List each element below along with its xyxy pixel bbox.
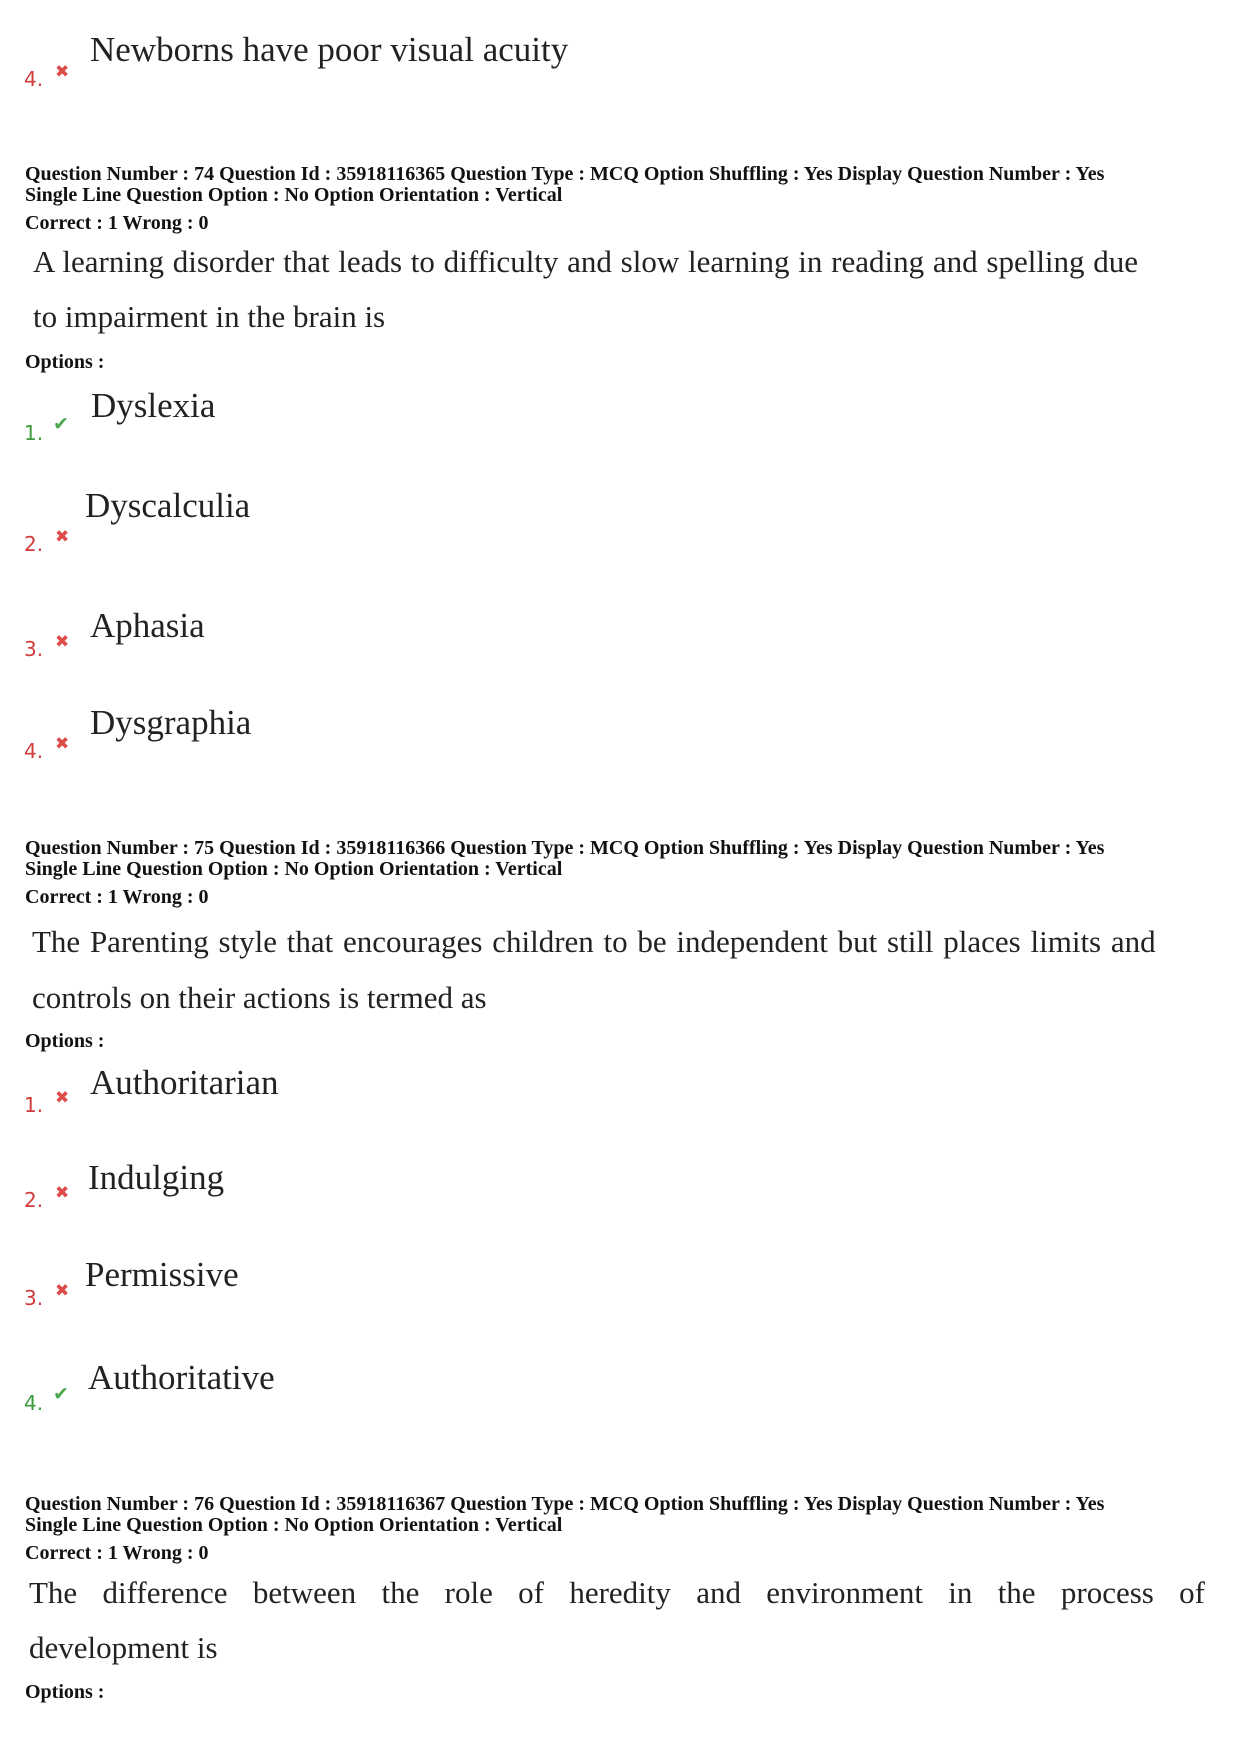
option-text: Dyslexia	[91, 386, 216, 425]
option-text: Permissive	[85, 1255, 239, 1294]
option-text: Dysgraphia	[90, 703, 252, 742]
option-text: Authoritarian	[90, 1063, 279, 1102]
question-text: The Parenting style that encourages children to be independent but still places limits and	[32, 924, 1156, 959]
options-label: Options :	[25, 1030, 105, 1052]
option-text: Authoritative	[88, 1358, 275, 1397]
question-text: A learning disorder that leads to difficulty and slow learning in reading and spelling due	[33, 244, 1139, 279]
question-text-cont: controls on their actions is termed as	[32, 980, 487, 1015]
question-meta-options: Single Line Question Option : No Option Orientation : Vertical	[25, 184, 563, 206]
question-marks: Correct : 1 Wrong : 0	[25, 1542, 209, 1564]
cross-icon: ✖	[55, 1183, 70, 1203]
question-meta: Question Number : 75 Question Id : 35918116366 Question Type : MCQ Option Shuffling : Yes Display Question Number : Yes	[25, 837, 1105, 859]
option-number: 4.	[24, 67, 44, 91]
option-text: Dyscalculia	[85, 486, 251, 525]
question-meta-options: Single Line Question Option : No Option Orientation : Vertical	[25, 858, 563, 880]
cross-icon: ✖	[55, 62, 70, 82]
option-number: 4.	[24, 739, 44, 763]
cross-icon: ✖	[55, 734, 70, 754]
check-icon: ✔	[53, 413, 69, 435]
option-number: 3.	[24, 637, 44, 661]
cross-icon: ✖	[55, 632, 70, 652]
option-number: 1.	[24, 421, 44, 445]
option-text: Newborns have poor visual acuity	[90, 30, 569, 69]
check-icon: ✔	[53, 1383, 69, 1405]
options-label: Options :	[25, 351, 105, 373]
question-text-cont: to impairment in the brain is	[33, 299, 386, 334]
options-label: Options :	[25, 1681, 105, 1703]
option-number: 2.	[24, 532, 44, 556]
option-number: 1.	[24, 1093, 44, 1117]
option-text: Aphasia	[90, 606, 205, 645]
option-number: 4.	[24, 1391, 44, 1415]
question-text-cont: development is	[29, 1630, 218, 1665]
cross-icon: ✖	[55, 527, 70, 547]
question-meta: Question Number : 74 Question Id : 35918116365 Question Type : MCQ Option Shuffling : Yes Display Question Number : Yes	[25, 163, 1105, 185]
cross-icon: ✖	[55, 1281, 70, 1301]
question-meta: Question Number : 76 Question Id : 35918116367 Question Type : MCQ Option Shuffling : Yes Display Question Number : Yes	[25, 1493, 1105, 1515]
question-marks: Correct : 1 Wrong : 0	[25, 886, 209, 908]
option-number: 3.	[24, 1286, 44, 1310]
option-number: 2.	[24, 1188, 44, 1212]
cross-icon: ✖	[55, 1088, 70, 1108]
option-text: Indulging	[88, 1158, 225, 1197]
question-marks: Correct : 1 Wrong : 0	[25, 212, 209, 234]
question-text: The difference between the role of heredity and environment in the process of	[29, 1575, 1205, 1610]
question-meta-options: Single Line Question Option : No Option Orientation : Vertical	[25, 1514, 563, 1536]
